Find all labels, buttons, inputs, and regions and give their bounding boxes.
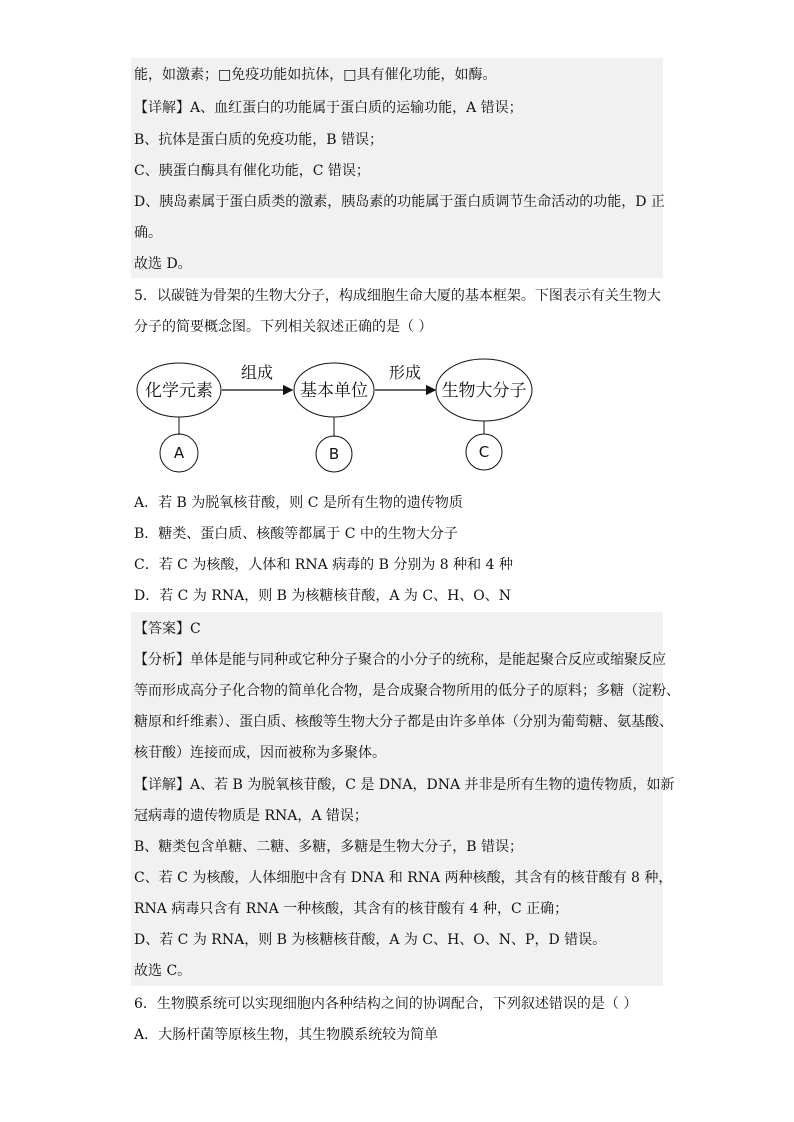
concept-diagram [130,350,560,480]
prev-detail-d2: 确。 [134,225,162,241]
q5-option-d: D．若 C 为 RNA，则 B 为核糖核苷酸，A 为 C、H、O、N [134,588,512,604]
q5-option-c: C．若 C 为核酸，人体和 RNA 病毒的 B 分别为 8 种和 4 种 [134,557,513,573]
prev-detail-line: 【详解】A、血红蛋白的功能属于蛋白质的运输功能，A 错误； [134,100,523,116]
q6-stem: 6．生物膜系统可以实现细胞内各种结构之间的协调配合，下列叙述错误的是（ ） [134,996,638,1012]
sub-node-a-label: A [173,444,185,462]
q5-option-b: B．糖类、蛋白质、核酸等都属于 C 中的生物大分子 [134,526,458,542]
q5-stem-line-2: 分子的简要概念图。下列相关叙述正确的是（ ） [134,319,433,335]
q5-detail-line-2: 冠病毒的遗传物质是 RNA，A 错误； [134,808,368,824]
arrow-form-label: 形成 [388,363,422,382]
prev-detail-c: C、胰蛋白酶具有催化功能，C 错误； [134,163,370,179]
q5-option-a: A．若 B 为脱氧核苷酸，则 C 是所有生物的遗传物质 [134,495,463,511]
node-macromolecule-label: 生物大分子 [441,381,527,401]
prev-choice: 故选 D。 [134,256,192,272]
q5-detail-line-7: 故选 C。 [134,963,192,979]
q5-answer: 【答案】C [134,621,201,637]
q5-detail-line-6: D、若 C 为 RNA，则 B 为核糖核苷酸，A 为 C、H、O、N、P，D 错误。 [134,932,607,948]
node-basic-unit-label: 基本单位 [300,381,368,401]
prev-detail-b: B、抗体是蛋白质的免疫功能，B 错误； [134,132,384,148]
q5-stem-line-1: 5．以碳链为骨架的生物大分子，构成细胞生命大厦的基本框架。下图表示有关生物大 [134,288,661,304]
q6-option-a: A．大肠杆菌等原核生物，其生物膜系统较为简单 [134,1027,439,1043]
q5-analysis-line-1: 【分析】单体是能与同种或它种分子聚合的小分子的统称，是能起聚合反应或缩聚反应 [134,652,666,668]
q5-detail-line-1: 【详解】A、若 B 为脱氧核苷酸，C 是 DNA，DNA 并非是所有生物的遗传物质，如新 [134,777,675,793]
q5-detail-line-5: RNA 病毒只含有 RNA 一种核酸，其含有的核苷酸有 4 种，C 正确； [134,901,569,917]
sub-node-c-label: C [478,443,490,461]
arrow-compose-label: 组成 [240,363,274,382]
q5-detail-line-3: B、糖类包含单糖、二糖、多糖，多糖是生物大分子，B 错误； [134,839,524,855]
q5-analysis-line-4: 核苷酸）连接而成，因而被称为多聚体。 [134,745,386,761]
node-chemical-elements-label: 化学元素 [145,381,213,401]
sub-node-b-label: B [328,445,340,463]
q5-detail-line-4: C、若 C 为核酸，人体细胞中含有 DNA 和 RNA 两种核酸，其含有的核苷酸有 8 种， [134,870,673,886]
prev-explanation-line: 能，如激素；□免疫功能如抗体，□具有催化功能，如酶。 [134,67,497,83]
prev-detail-d1: D、胰岛素属于蛋白质类的激素，胰岛素的功能属于蛋白质调节生命活动的功能，D 正 [134,194,665,210]
q5-analysis-line-2: 等而形成高分子化合物的简单化合物，是合成聚合物所用的低分子的原料；多糖（淀粉、 [134,683,680,699]
q5-analysis-line-3: 糖原和纤维素）、蛋白质、核酸等生物大分子都是由许多单体（分别为葡萄糖、氨基酸、 [134,714,673,730]
